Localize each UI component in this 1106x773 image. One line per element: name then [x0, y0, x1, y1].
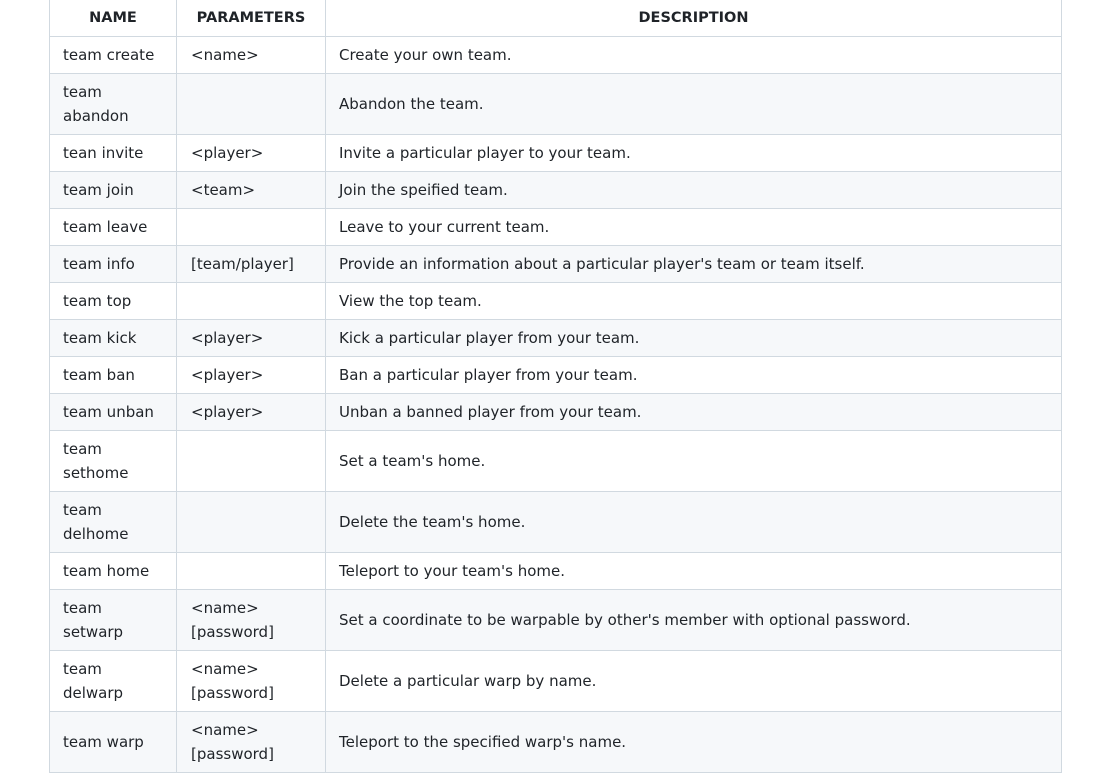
cell-description: Kick a particular player from your team. [326, 320, 1062, 357]
cell-parameters [177, 74, 326, 135]
table-row [50, 135, 1062, 172]
cell-name: team sethome [50, 431, 177, 492]
cell-parameters: <player> [177, 320, 326, 357]
cell-description: Unban a banned player from your team. [326, 394, 1062, 431]
cell-parameters: <name> [password] [177, 712, 326, 773]
cell-description: Ban a particular player from your team. [326, 357, 1062, 394]
cell-parameters: <name> [177, 37, 326, 74]
cell-name: team delhome [50, 492, 177, 553]
table-row [50, 394, 1062, 431]
cell-parameters [177, 553, 326, 590]
header-name: NAME [50, 0, 177, 37]
cell-description: Abandon the team. [326, 74, 1062, 135]
cell-parameters [177, 283, 326, 320]
header-row [50, 0, 1062, 37]
table-row [50, 651, 1062, 712]
header-description: DESCRIPTION [326, 0, 1062, 37]
cell-description: Provide an information about a particular player's team or team itself. [326, 246, 1062, 283]
cell-name: team create [50, 37, 177, 74]
cell-name: team home [50, 553, 177, 590]
table-row [50, 357, 1062, 394]
cell-parameters: [team/player] [177, 246, 326, 283]
cell-name: team kick [50, 320, 177, 357]
cell-description: View the top team. [326, 283, 1062, 320]
cell-description: Delete the team's home. [326, 492, 1062, 553]
table-row [50, 553, 1062, 590]
table-body [50, 37, 1062, 773]
cell-description: Invite a particular player to your team. [326, 135, 1062, 172]
cell-description: Teleport to your team's home. [326, 553, 1062, 590]
cell-description: Create your own team. [326, 37, 1062, 74]
cell-parameters: <player> [177, 357, 326, 394]
table-row [50, 492, 1062, 553]
cell-name: team ban [50, 357, 177, 394]
table-row [50, 320, 1062, 357]
cell-description: Leave to your current team. [326, 209, 1062, 246]
table-header [50, 0, 1062, 37]
cell-description: Teleport to the specified warp's name. [326, 712, 1062, 773]
cell-parameters [177, 431, 326, 492]
table-row [50, 172, 1062, 209]
cell-name: team unban [50, 394, 177, 431]
table-row [50, 74, 1062, 135]
cell-description: Join the speified team. [326, 172, 1062, 209]
cell-parameters [177, 492, 326, 553]
cell-parameters: <name> [password] [177, 651, 326, 712]
cell-parameters [177, 209, 326, 246]
table-row [50, 431, 1062, 492]
cell-name: tean invite [50, 135, 177, 172]
cell-name: team info [50, 246, 177, 283]
cell-parameters: <name> [password] [177, 590, 326, 651]
commands-table-container [49, 0, 1061, 773]
cell-name: team delwarp [50, 651, 177, 712]
cell-description: Set a team's home. [326, 431, 1062, 492]
cell-parameters: <player> [177, 394, 326, 431]
cell-name: team warp [50, 712, 177, 773]
table-row [50, 712, 1062, 773]
cell-description: Set a coordinate to be warpable by other's member with optional password. [326, 590, 1062, 651]
commands-table [49, 0, 1062, 773]
table-row [50, 37, 1062, 74]
table-row [50, 246, 1062, 283]
cell-parameters: <team> [177, 172, 326, 209]
table-row [50, 209, 1062, 246]
cell-name: team setwarp [50, 590, 177, 651]
table-row [50, 590, 1062, 651]
cell-description: Delete a particular warp by name. [326, 651, 1062, 712]
cell-name: team abandon [50, 74, 177, 135]
header-parameters: PARAMETERS [177, 0, 326, 37]
table-row [50, 283, 1062, 320]
cell-name: team leave [50, 209, 177, 246]
cell-name: team join [50, 172, 177, 209]
cell-parameters: <player> [177, 135, 326, 172]
cell-name: team top [50, 283, 177, 320]
